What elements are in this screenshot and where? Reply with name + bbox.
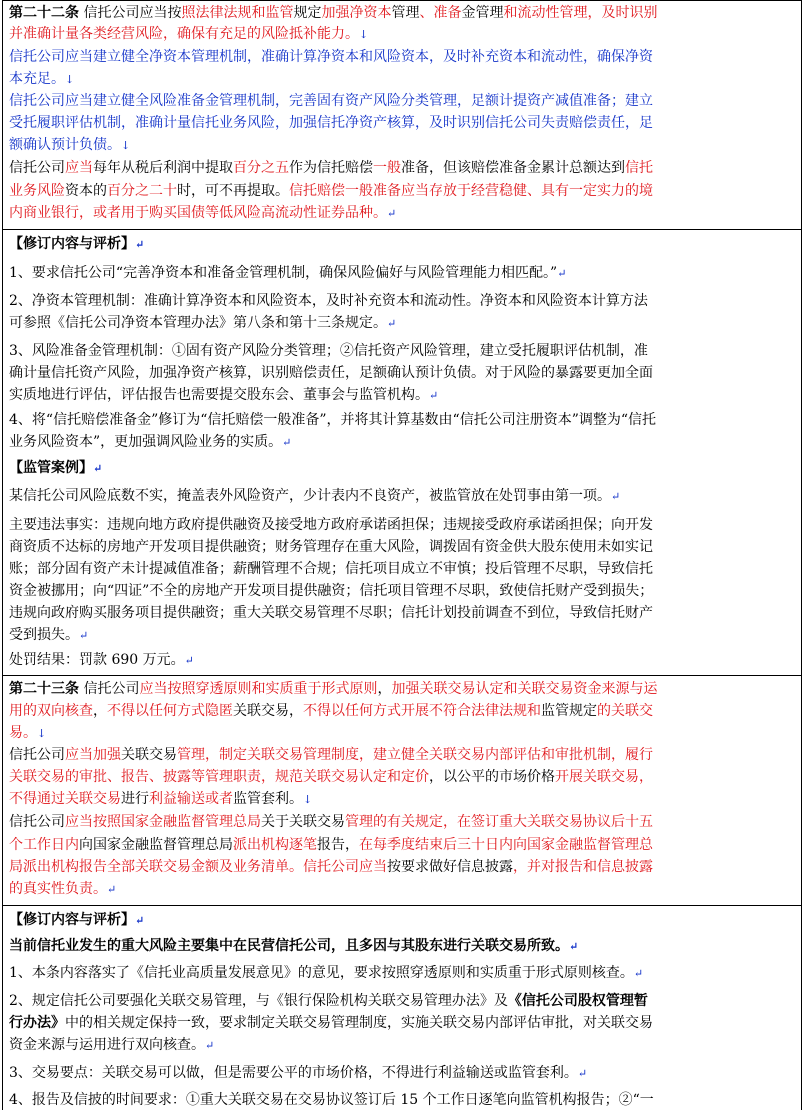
revision2-item-2a: 2、规定信托公司要强化关联交易管理，与《银行保险机构关联交易管理办法》及《信托公司股权管理暂 (9, 993, 648, 1009)
revision-item-3b: 确计量信托资产风险，加强净资产核算，识别赔偿责任，足额确认预计负债。对于风险的暴露要更加全面 (9, 365, 653, 381)
revision-item-3a: 3、风险准备金管理机制：①固有资产风险分类管理；②信托资产风险管理，建立受托履职评估机制，准 (9, 343, 648, 359)
art22-line-7: 额确认预计负债。↓ (9, 137, 131, 153)
revision2-item-4: 4、报告及信披的时间要求：①重大关联交易在交易协议签订后 15 个工作日逐笔向监管机构报告；②“一 (9, 1092, 654, 1108)
revision-bold-note: 当前信托业发生的重大风险主要集中在民营信托公司，且多因与其股东进行关联交易所致。↵ (9, 938, 579, 954)
revision-box-1 (2, 229, 802, 676)
case-facts-6: 受到损失。↵ (9, 627, 89, 643)
article-number: 第二十三条 (9, 681, 79, 697)
revision2-item-2b: 行办法》中的相关规定保持一致，要求制定关联交易管理制度，实施关联交易内部评估审批，对关联交易 (9, 1015, 653, 1031)
art23-line-2: 用的双向核查，不得以任何方式隐匿关联交易，不得以任何方式开展不符合法律法规和监管规定的关联交 (9, 703, 653, 719)
revision-item-2b: 可参照《信托公司净资本管理办法》第八条和第十三条规定。↵ (9, 315, 397, 331)
art23-line-9: 局派出机构报告全部关联交易金额及业务清单。信托公司应当按要求做好信息披露，并对报告和信息披露 (9, 859, 653, 875)
case-facts-4: 资金被挪用；向“四证”不全的房地产开发项目提供融资；信托项目管理不尽职，致使信托财产受到损失； (9, 583, 654, 599)
art22-line-2: 并准确计量各类经营风险，确保有充足的风险抵补能力。↓ (9, 26, 369, 42)
revision-item-4b: 业务风险资本”，更加强调风险业务的实质。↵ (9, 434, 292, 450)
article-23-box (2, 675, 802, 906)
art23-line-6: 不得通过关联交易进行利益输送或者监管套利。↓ (9, 791, 313, 807)
art22-line-4: 本充足。↓ (9, 71, 75, 87)
revision-item-4a: 4、将“信托赔偿准备金”修订为“信托赔偿一般准备”，并将其计算基数由“信托公司注册资本”调整为“信托 (9, 412, 657, 428)
art22-line-6: 受托履职评估机制，准确计量信托业务风险，加强信托净资产核算，及时识别信托公司失责赔偿责任，足 (9, 115, 653, 131)
case-penalty: 处罚结果：罚款 690 万元。↵ (9, 652, 194, 668)
art23-line-10: 的真实性负责。↵ (9, 881, 117, 897)
revision2-item-3: 3、交易要点：关联交易可以做，但是需要公平的市场价格，不得进行利益输送或监管套利。↵ (9, 1065, 588, 1081)
art23-line-5: 关联交易的审批、报告、披露等管理职责，规范关联交易认定和定价，以公平的市场价格开展关联交易， (9, 769, 653, 785)
art23-line-1: 第二十三条 信托公司应当按照穿透原则和实质重于形式原则，加强关联交易认定和关联交易资金来源与运 (9, 681, 658, 697)
art23-line-3: 易。↓ (9, 725, 47, 741)
article-22-box (2, 0, 802, 230)
revision-heading-2: 【修订内容与评析】↵ (9, 912, 145, 928)
revision-item-3c: 实质地进行评估，评估报告也需要提交股东会、董事会与监管机构。↵ (9, 387, 439, 403)
art22-line-1: 第二十二条 信托公司应当按照法律法规和监管规定加强净资本管理、准备金管理和流动性管理，及时识别 (9, 5, 658, 21)
art23-line-4: 信托公司应当加强关联交易管理，制定关联交易管理制度，建立健全关联交易内部评估和审批机制，履行 (9, 747, 653, 763)
revision-heading: 【修订内容与评析】↵ (9, 236, 145, 252)
revision2-item-2c: 资金来源与运用进行双向核查。↵ (9, 1037, 215, 1053)
case-facts-2: 商资质不达标的房地产开发项目提供融资；财务管理存在重大风险，调拨固有资金供大股东使用未如实记 (9, 539, 653, 555)
art23-line-8: 个工作日内向国家金融监督管理总局派出机构逐笔报告，在每季度结束后三十日内向国家金融监督管理总 (9, 837, 653, 853)
revision-box-2 (2, 905, 802, 1110)
art22-line-9: 业务风险资本的百分之二十时，可不再提取。信托赔偿一般准备应当存放于经营稳健、具有一定实力的境 (9, 183, 653, 199)
case-facts-3: 账；部分固有资产未计提减值准备；薪酬管理不合规；信托项目成立不审慎；投后管理不尽职，导致信托 (9, 561, 653, 577)
art22-line-3: 信托公司应当建立健全净资本管理机制，准确计算净资本和风险资本，及时补充资本和流动性，确保净资 (9, 49, 653, 65)
art23-line-7: 信托公司应当按照国家金融监督管理总局关于关联交易管理的有关规定，在签订重大关联交易协议后十五 (9, 814, 653, 830)
art22-line-10: 内商业银行，或者用于购买国债等低风险高流动性证券品种。↵ (9, 205, 397, 221)
case-facts-1: 主要违法事实：违规向地方政府提供融资及接受地方政府承诺函担保；违规接受政府承诺函担保；向开发 (9, 517, 653, 533)
revision-item-2a: 2、净资本管理机制：准确计算净资本和风险资本，及时补充资本和流动性。净资本和风险资本计算方法 (9, 293, 648, 309)
art22-line-5: 信托公司应当建立健全风险准备金管理机制，完善固有资产风险分类管理，足额计提资产减值准备；建立 (9, 93, 653, 109)
revision2-item-1: 1、本条内容落实了《信托业高质量发展意见》的意见，要求按照穿透原则和实质重于形式原则核查。↵ (9, 965, 644, 981)
art22-line-8: 信托公司应当每年从税后利润中提取百分之五作为信托赔偿一般准备，但该赔偿准备金累计总额达到信托 (9, 160, 653, 176)
case-heading: 【监管案例】↵ (9, 460, 103, 476)
case-facts-5: 违规向政府购买服务项目提供融资；重大关联交易管理不尽职；信托计划投前调查不到位，导致信托财产 (9, 605, 653, 621)
case-summary: 某信托公司风险底数不实，掩盖表外风险资产，少计表内不良资产，被监管放在处罚事由第一项。↵ (9, 488, 621, 504)
revision-item-1: 1、要求信托公司“完善净资本和准备金管理机制，确保风险偏好与风险管理能力相匹配。”↵ (9, 265, 567, 281)
article-number: 第二十二条 (9, 5, 79, 21)
